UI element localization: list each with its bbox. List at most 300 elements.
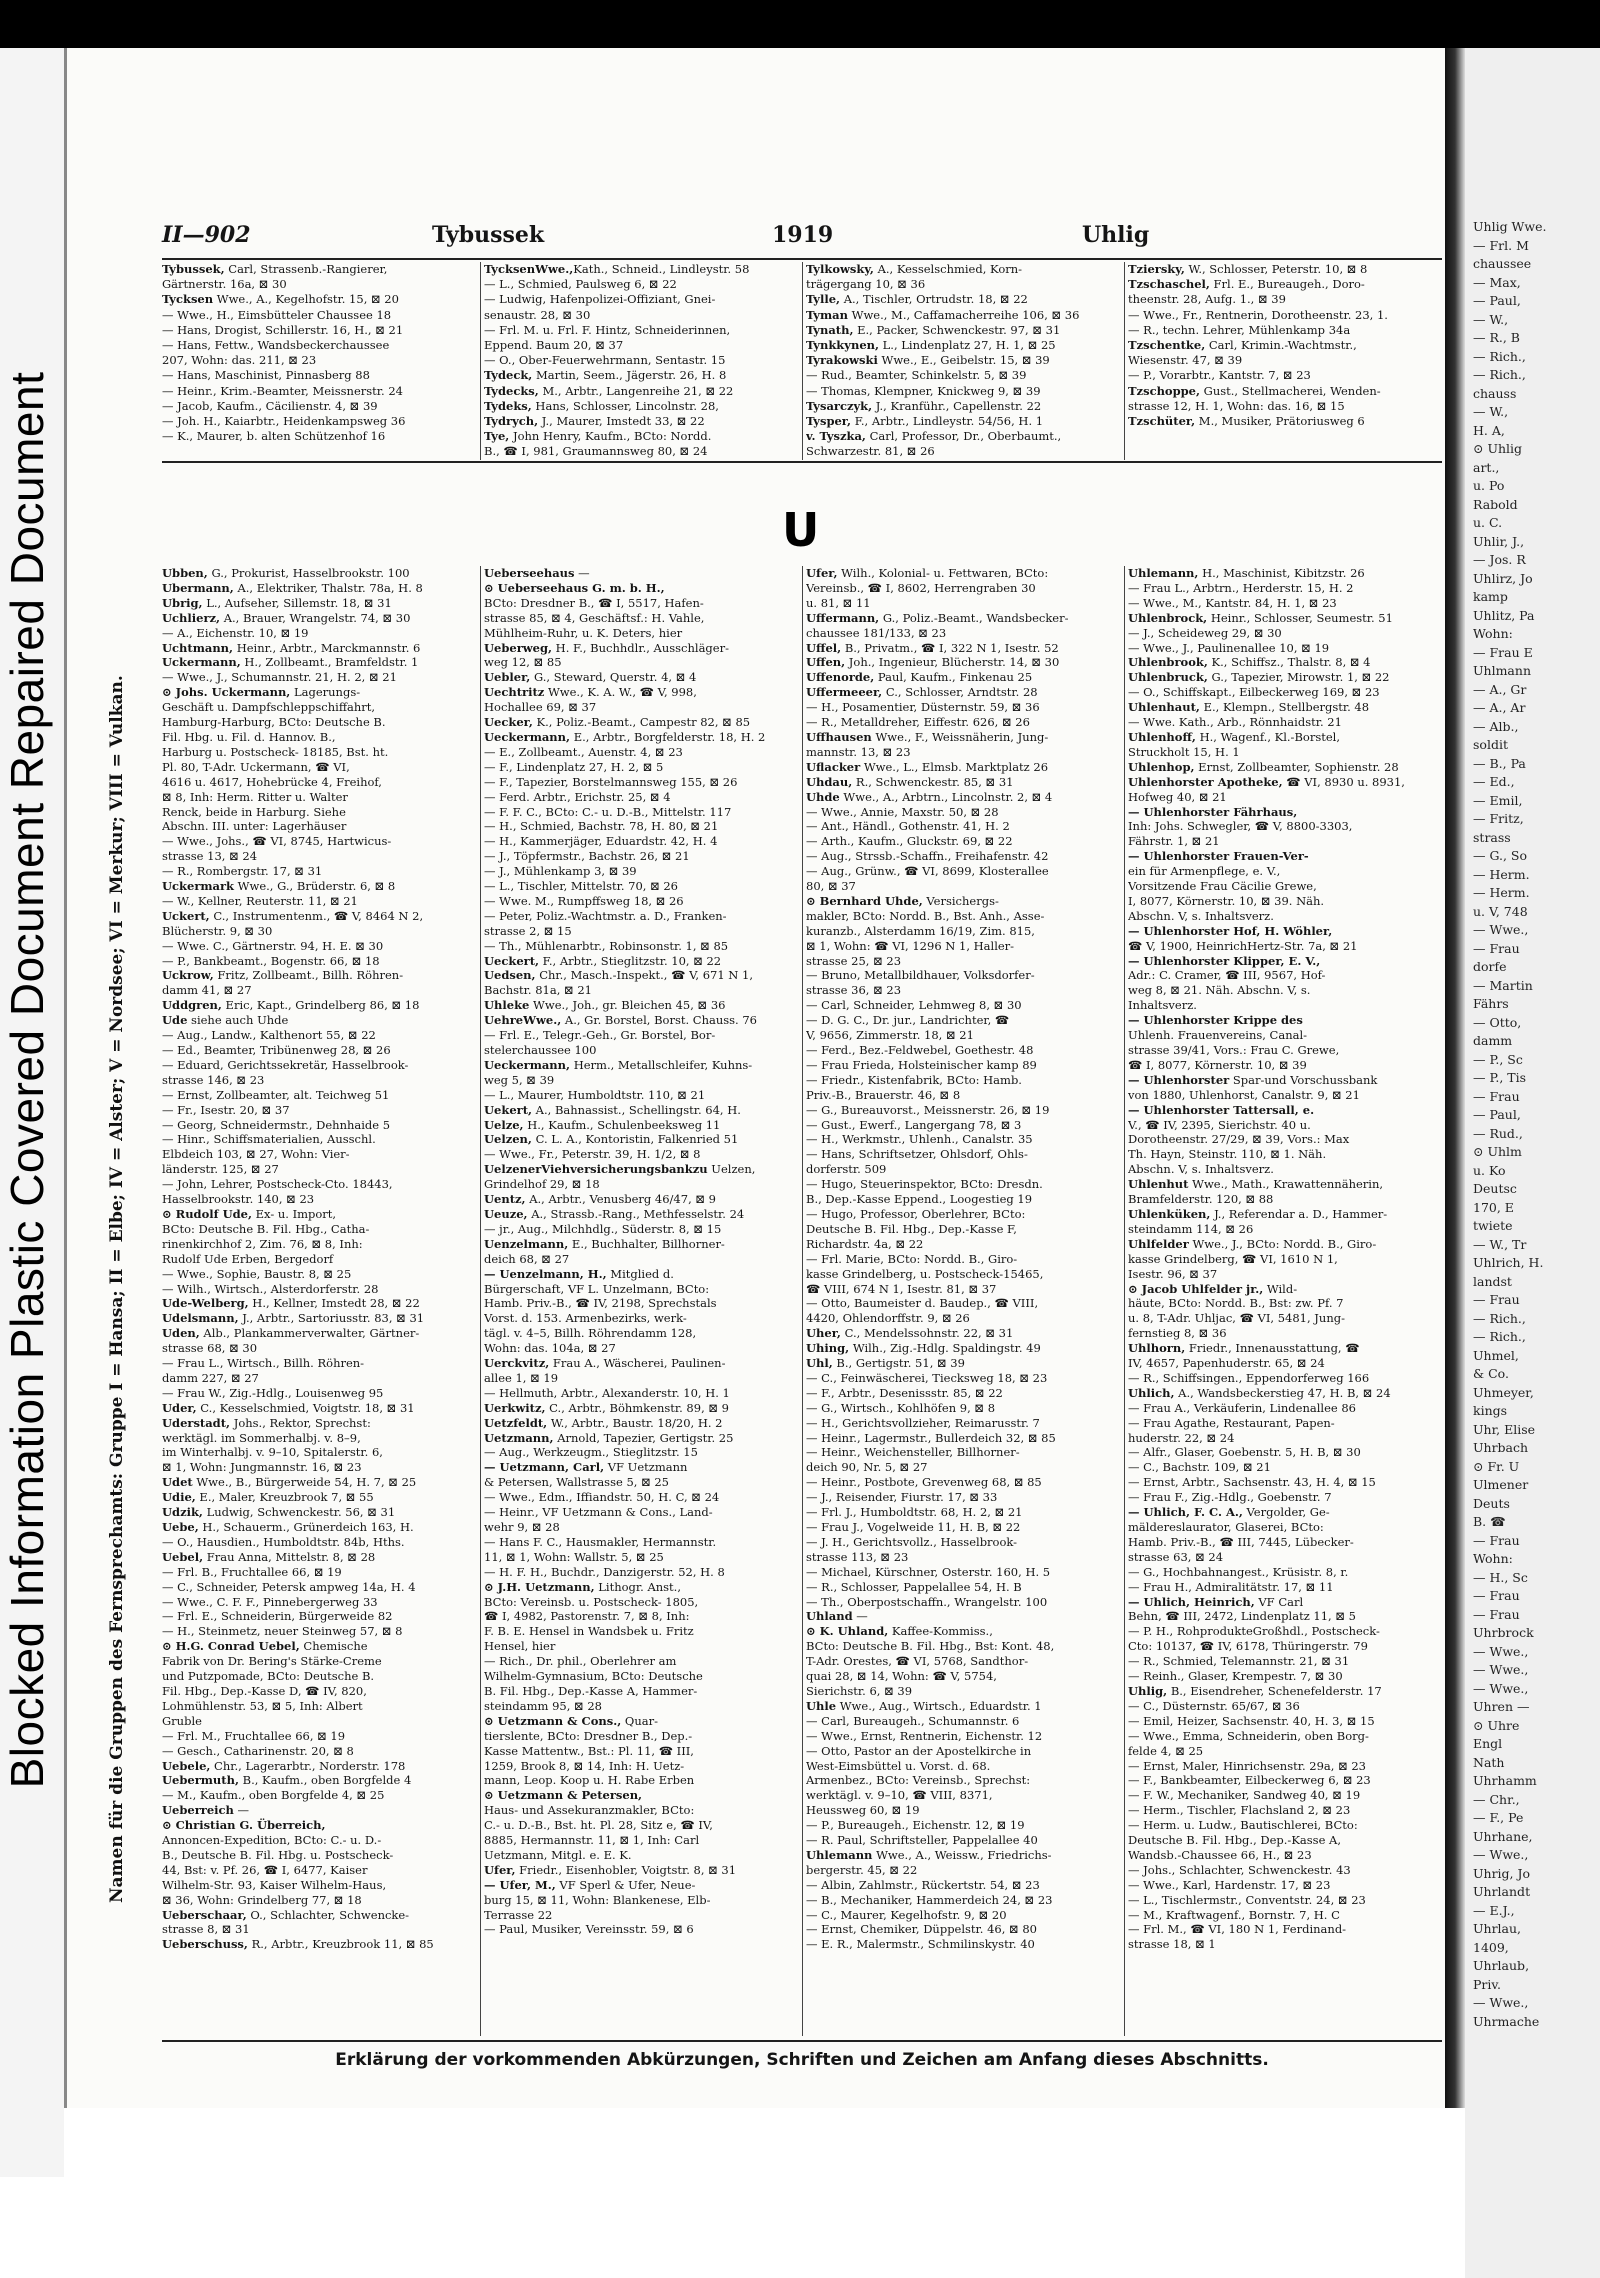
- directory-entry: [1128, 1580, 1444, 1595]
- directory-entry: [1128, 968, 1444, 983]
- directory-entry: [1128, 1773, 1444, 1788]
- directory-entry: [484, 399, 800, 414]
- entry-detail: Wwe., M., Caffamacherreihe 106, ⊠ 36: [847, 307, 1080, 322]
- left-keyword: Tybussek: [432, 222, 545, 248]
- entry-name: Tysarczyk,: [806, 398, 873, 413]
- directory-entry: [484, 983, 800, 998]
- directory-entry: [484, 414, 800, 429]
- directory-entry: [806, 1296, 1122, 1311]
- directory-entry: [1128, 414, 1444, 429]
- entry-detail: — Paul, Musiker, Vereinsstr. 59, ⊠ 6: [484, 1922, 694, 1937]
- next-page-fragment: soldit: [1473, 737, 1508, 752]
- directory-entry: [1128, 1043, 1444, 1058]
- directory-entry: [806, 1475, 1122, 1490]
- entry-detail: strasse 13, ⊠ 24: [162, 849, 258, 864]
- entry-detail: Wwe., A., Arbtrn., Lincolnstr. 2, ⊠ 4: [839, 789, 1053, 804]
- entry-detail: 1259, Brook 8, ⊠ 14, Inh: H. Uetz-: [484, 1758, 685, 1773]
- entry-detail: strasse 8, ⊠ 31: [162, 1922, 250, 1937]
- directory-entry: [1128, 626, 1444, 641]
- entry-detail: — Wwe., Johs., ☎ VI, 8745, Hartwicus-: [162, 834, 392, 849]
- directory-entry: [1128, 1624, 1444, 1639]
- directory-entry: [484, 745, 800, 760]
- entry-detail: A., Wandsbeckerstieg 47, H. B, ⊠ 24: [1174, 1385, 1391, 1400]
- entry-detail: Eric, Kapt., Grindelberg 86, ⊠ 18: [221, 998, 420, 1013]
- entry-detail: Ernst, Zollbeamter, Sophienstr. 28: [1194, 759, 1399, 774]
- directory-entry: [1128, 1908, 1444, 1923]
- entry-detail: — G., Wirtsch., Kohlhöfen 9, ⊠ 8: [806, 1400, 996, 1415]
- entry-detail: E., Arbtr., Borgfelderstr. 18, H. 2: [570, 729, 766, 744]
- entry-detail: — Wwe., J., Paulinenallee 10, ⊠ 19: [1128, 640, 1330, 655]
- directory-entry: [1128, 581, 1444, 596]
- entry-detail: —: [574, 566, 590, 580]
- entry-name: ⊙ Ueberseehaus G. m. b. H.,: [484, 580, 665, 595]
- entry-name: — Uhlich, Heinrich,: [1128, 1594, 1255, 1609]
- entry-detail: VF Uetzmann: [604, 1460, 688, 1475]
- directory-entry: [162, 805, 478, 820]
- directory-entry: [1128, 1639, 1444, 1654]
- directory-entry: [806, 730, 1122, 745]
- entry-detail: 207, Wohn: das. 211, ⊠ 23: [162, 353, 317, 368]
- directory-entry: [484, 1580, 800, 1595]
- directory-entry: [484, 1848, 800, 1863]
- entry-detail: — A., Eichenstr. 10, ⊠ 19: [162, 625, 309, 640]
- directory-entry: [162, 1848, 478, 1863]
- entry-detail: Annoncen-Expedition, BCto: C.- u. D.-: [162, 1833, 382, 1848]
- directory-entry: [1128, 1818, 1444, 1833]
- entry-detail: 4616 u. 4617, Hohebrücke 4, Freihof,: [162, 774, 382, 789]
- entry-detail: B., Gertigstr. 51, ⊠ 39: [832, 1356, 965, 1371]
- entry-name: ⊙ Johs. Uckermann,: [162, 685, 291, 700]
- entry-detail: kasse Grindelberg, ☎ VI, 1610 N 1,: [1128, 1251, 1338, 1266]
- directory-entry: [162, 1833, 478, 1848]
- entry-detail: Bachstr. 81a, ⊠ 21: [484, 983, 592, 998]
- directory-entry: [162, 399, 478, 414]
- directory-entry: [1128, 1460, 1444, 1475]
- entry-detail: — Ferd., Bez.-Feldwebel, Goethestr. 48: [806, 1043, 1034, 1057]
- entry-detail: siehe auch Uhde: [187, 1013, 289, 1028]
- entry-name: Uhlenhaut,: [1128, 700, 1200, 715]
- directory-entry: [806, 909, 1122, 924]
- directory-entry: [162, 1684, 478, 1699]
- entry-detail: Mühlheim-Ruhr, u. K. Deters, hier: [484, 625, 683, 640]
- entry-detail: A., Bahnassist., Schellingstr. 64, H.: [532, 1102, 741, 1117]
- next-page-fragment: — Fritz,: [1473, 811, 1524, 826]
- entry-detail: — Herm., Tischler, Flachsland 2, ⊠ 23: [1128, 1803, 1351, 1818]
- directory-entry: [162, 655, 478, 670]
- next-page-fragment: — W., Tr: [1473, 1236, 1527, 1252]
- next-page-fragment: — Otto,: [1473, 1014, 1522, 1030]
- directory-entry: [484, 1818, 800, 1833]
- directory-entry: [1128, 641, 1444, 656]
- entry-name: Ueberschaar,: [162, 1907, 247, 1922]
- entry-detail: — O., Schiffskapt., Eilbeckerweg 169, ⊠ 23: [1128, 685, 1380, 700]
- entry-detail: — Frau A., Verkäuferin, Lindenallee 86: [1128, 1400, 1356, 1415]
- entry-detail: Hochallee 69, ⊠ 37: [484, 700, 597, 715]
- entry-detail: steindamm 114, ⊠ 26: [1128, 1221, 1254, 1236]
- column-rule: [1124, 566, 1125, 2036]
- next-page-fragment: Uhren —: [1473, 1699, 1530, 1714]
- directory-entry: [806, 1103, 1122, 1118]
- directory-entry: [1128, 1252, 1444, 1267]
- directory-entry: [1128, 805, 1444, 820]
- directory-entry: [1128, 730, 1444, 745]
- entry-detail: M., Arbtr., Langenreihe 21, ⊠ 22: [538, 383, 734, 398]
- directory-entry: [806, 1356, 1122, 1371]
- directory-entry: [1128, 1073, 1444, 1088]
- directory-entry: [1128, 1147, 1444, 1162]
- next-page-fragment: — Wwe.,: [1473, 1847, 1529, 1862]
- directory-entry: [1128, 1237, 1444, 1252]
- next-page-fragment: — Alb.,: [1473, 718, 1519, 734]
- entry-name: ⊙ Jacob Uhlfelder jr.,: [1128, 1281, 1264, 1296]
- directory-entry: [806, 596, 1122, 611]
- entry-detail: Carl, Strassenb.-Rangierer,: [224, 262, 388, 276]
- entry-detail: Grindelhof 29, ⊠ 18: [484, 1177, 600, 1192]
- next-page-fragment: 1409,: [1473, 1939, 1509, 1955]
- entry-detail: — Herm. u. Ludw., Bautischlerei, BCto:: [1128, 1818, 1358, 1833]
- entry-detail: — Heinr., Krim.-Beamter, Meissnerstr. 24: [162, 383, 403, 398]
- next-page-fragment: — Chr.,: [1473, 1791, 1520, 1807]
- entry-detail: Rudolf Ude Erben, Bergedorf: [162, 1251, 334, 1266]
- entry-name: Uhing,: [806, 1341, 850, 1356]
- entry-detail: Wild-: [1263, 1281, 1298, 1296]
- directory-entry: [484, 1609, 800, 1624]
- directory-entry: [806, 399, 1122, 414]
- directory-entry: [806, 444, 1122, 459]
- entry-detail: H., Kaufm., Schulenbeeksweg 11: [523, 1117, 721, 1132]
- directory-entry: [1128, 1311, 1444, 1326]
- entry-name: Uflacker: [806, 759, 861, 774]
- directory-entry: [1128, 1699, 1444, 1714]
- entry-detail: — L., Schmied, Paulsweg 6, ⊠ 22: [484, 277, 677, 292]
- entry-detail: E., Packer, Schwenckestr. 97, ⊠ 31: [853, 322, 1061, 337]
- directory-entry: [806, 849, 1122, 864]
- column-rule: [802, 262, 803, 460]
- entry-detail: weg 8, ⊠ 21. Näh. Abschn. V, s.: [1128, 983, 1311, 998]
- entry-detail: ☎ V, 1900, HeinrichHertz-Str. 7a, ⊠ 21: [1128, 938, 1358, 953]
- directory-entry: [162, 323, 478, 338]
- entry-detail: Wandsb.-Chaussee 66, H., ⊠ 23: [1128, 1847, 1312, 1862]
- entry-detail: — Th., Mühlenarbtr., Robinsonstr. 1, ⊠ 85: [484, 938, 729, 953]
- entry-detail: — G., Hochbahnangest., Krüsistr. 8, r.: [1128, 1564, 1349, 1579]
- directory-entry: [162, 1550, 478, 1565]
- entry-detail: Deutsche B. Fil. Hbg., Dep.-Kasse F,: [806, 1221, 1017, 1236]
- entry-detail: — Frl. B., Fruchtallee 66, ⊠ 19: [162, 1564, 342, 1579]
- directory-entry: [806, 790, 1122, 805]
- next-page-fragment: — W.,: [1473, 311, 1509, 327]
- entry-name: Uhlig,: [1128, 1683, 1168, 1698]
- entry-detail: Wwe., A., Kegelhofstr. 15, ⊠ 20: [213, 292, 399, 307]
- directory-entry: [162, 1609, 478, 1624]
- entry-detail: R., Schwenckestr. 85, ⊠ 31: [852, 774, 1014, 789]
- directory-entry: [806, 760, 1122, 775]
- entry-detail: ☎ VIII, 674 N 1, Isestr. 81, ⊠ 37: [806, 1281, 997, 1296]
- entry-detail: — Thomas, Klempner, Knickweg 9, ⊠ 39: [806, 383, 1041, 398]
- directory-entry: [162, 1714, 478, 1729]
- entry-detail: — Rich., Dr. phil., Oberlehrer am: [484, 1654, 677, 1669]
- directory-entry: [484, 1073, 800, 1088]
- entry-detail: — F., Arbtr., Desenissstr. 85, ⊠ 22: [806, 1385, 1003, 1400]
- entry-name: Uhl,: [806, 1356, 833, 1371]
- entry-detail: C., Arbtr., Böhmkenstr. 89, ⊠ 9: [545, 1400, 729, 1415]
- next-page-fragment: — Herm.: [1473, 885, 1530, 900]
- entry-name: Uhlenhut: [1128, 1177, 1189, 1192]
- directory-entry: [484, 1908, 800, 1923]
- directory-entry: [484, 1058, 800, 1073]
- entry-detail: — Emil, Heizer, Sachsenstr. 40, H. 3, ⊠ 15: [1128, 1713, 1375, 1728]
- directory-entry: [162, 775, 478, 790]
- directory-entry: [162, 1296, 478, 1311]
- entry-detail: Quar-: [621, 1713, 658, 1728]
- entry-name: — Uhlenhorster Hof, H. Wöhler,: [1128, 923, 1333, 938]
- directory-entry: [484, 1431, 800, 1446]
- entry-name: UelzenerViehversicherungsbankzu: [484, 1162, 708, 1177]
- entry-detail: C., Instrumentenm., ☎ V, 8464 N 2,: [209, 908, 424, 923]
- next-page-fragment: — Frau: [1473, 1088, 1520, 1104]
- next-page-fragment: — Wwe.,: [1473, 1680, 1529, 1696]
- entry-name: Tyrakowski: [806, 353, 878, 368]
- next-page-fragment: — Max,: [1473, 274, 1521, 290]
- entry-detail: — Frau H., Admiralitätstr. 17, ⊠ 11: [1128, 1579, 1334, 1594]
- entry-detail: C. L. A., Kontoristin, Falkenried 51: [531, 1132, 739, 1147]
- directory-entry: [162, 1580, 478, 1595]
- entry-detail: Cto: 10137, ☎ IV, 6178, Thüringerstr. 79: [1128, 1639, 1368, 1654]
- next-page-edge: [1465, 48, 1600, 2278]
- entry-detail: Abschn. III. unter: Lagerhäuser: [162, 819, 347, 834]
- entry-detail: — K., Maurer, b. alten Schützenhof 16: [162, 429, 386, 444]
- directory-entry: [162, 760, 478, 775]
- entry-detail: — jr., Aug., Milchhdlg., Süderstr. 8, ⊠ 15: [484, 1221, 722, 1236]
- directory-entry: [484, 308, 800, 323]
- entry-name: UehreWwe.,: [484, 1013, 562, 1028]
- directory-entry: [484, 1356, 800, 1371]
- entry-detail: — R., Rombergstr. 17, ⊠ 31: [162, 864, 323, 879]
- directory-entry: [484, 1744, 800, 1759]
- directory-entry: [162, 715, 478, 730]
- entry-detail: — P. H., RohprodukteGroßhdl., Postscheck-: [1128, 1624, 1380, 1639]
- directory-entry: [162, 1788, 478, 1803]
- directory-entry: [162, 894, 478, 909]
- entry-name: Tzschüter,: [1128, 414, 1196, 429]
- entry-detail: Adr.: C. Cramer, ☎ III, 9567, Hof-: [1128, 968, 1326, 983]
- entry-detail: Arnold, Tapezier, Gertigstr. 25: [553, 1430, 734, 1445]
- entry-detail: Kath., Schneid., Lindleystr. 58: [573, 262, 750, 276]
- entry-detail: — F. W., Mechaniker, Sandweg 40, ⊠ 19: [1128, 1788, 1361, 1803]
- entry-detail: Hans, Schlosser, Lincolnstr. 28,: [531, 398, 719, 413]
- entry-detail: Behn, ☎ III, 2472, Lindenplatz 11, ⊠ 5: [1128, 1609, 1356, 1624]
- directory-entry: [484, 277, 800, 292]
- entry-name: — Uenzelmann, H.,: [484, 1266, 607, 1281]
- directory-entry: [806, 1490, 1122, 1505]
- directory-entry: [162, 1088, 478, 1103]
- next-page-fragment: & Co.: [1473, 1366, 1509, 1381]
- next-page-fragment: chauss: [1473, 385, 1517, 401]
- directory-entry: [484, 1893, 800, 1908]
- directory-entry: [806, 1624, 1122, 1639]
- entry-detail: strasse 39/41, Vors.: Frau C. Grewe,: [1128, 1043, 1340, 1057]
- entry-detail: — Otto, Baumeister d. Baudep., ☎ VIII,: [806, 1296, 1039, 1311]
- directory-entry: [162, 909, 478, 924]
- entry-detail: C., Mendelssohnstr. 22, ⊠ 31: [840, 1326, 1014, 1341]
- entry-detail: L., Aufseher, Sillemstr. 18, ⊠ 31: [202, 595, 392, 610]
- directory-entry: [162, 1013, 478, 1028]
- entry-detail: — Wilh., Wirtsch., Alsterdorferstr. 28: [162, 1281, 379, 1296]
- entry-detail: — Gesch., Catharinenstr. 20, ⊠ 8: [162, 1743, 354, 1758]
- page-content: [107, 178, 1447, 2078]
- next-page-fragment: — Herm.: [1473, 866, 1530, 882]
- directory-entry: [806, 323, 1122, 338]
- entry-detail: — Hans, Fettw., Wandsbeckerchaussee: [162, 338, 390, 353]
- entry-name: Tynath,: [806, 322, 854, 337]
- entry-detail: — Aug., Landw., Kalthenort 55, ⊠ 22: [162, 1028, 376, 1043]
- directory-entry: [484, 1386, 800, 1401]
- entry-detail: BCto: Deutsche B. Fil. Hbg., Bst: Kont. 48,: [806, 1639, 1055, 1654]
- directory-entry: [484, 864, 800, 879]
- entry-detail: Hamb. Priv.-B., ☎ IV, 2198, Sprechstals: [484, 1296, 717, 1311]
- directory-entry: [484, 1103, 800, 1118]
- entry-name: Uhlenhop,: [1128, 759, 1195, 774]
- directory-entry: [484, 444, 800, 459]
- directory-entry: [1128, 745, 1444, 760]
- next-page-fragment: — Frau: [1473, 1532, 1520, 1548]
- entry-detail: Friedr., Innenausstattung, ☎: [1185, 1341, 1360, 1356]
- next-page-fragment: — Jos. R: [1473, 552, 1526, 567]
- entry-name: Uffhausen: [806, 729, 872, 744]
- directory-entry: [1128, 954, 1444, 969]
- entry-detail: ☎ I, 4982, Pastorenstr. 7, ⊠ 8, Inh:: [484, 1609, 690, 1624]
- directory-entry: [162, 611, 478, 626]
- next-page-fragment: — Frau: [1473, 1606, 1520, 1622]
- next-page-fragment: — P., Tis: [1473, 1070, 1527, 1085]
- entry-detail: trägergang 10, ⊠ 36: [806, 277, 926, 292]
- directory-entry: [484, 429, 800, 444]
- entry-detail: Elbdeich 103, ⊠ 27, Wohn: Vier-: [162, 1147, 350, 1162]
- entry-detail: — Ludwig, Hafenpolizei-Offiziant, Gnei-: [484, 292, 716, 307]
- directory-entry: [806, 1192, 1122, 1207]
- directory-entry: [806, 894, 1122, 909]
- entry-name: Tysper,: [806, 414, 852, 429]
- directory-entry: [1128, 1445, 1444, 1460]
- entry-detail: u. 8, T-Adr. Uhljac, ☎ VI, 5481, Jung-: [1128, 1311, 1345, 1326]
- directory-entry: [806, 1669, 1122, 1684]
- directory-entry: [484, 1878, 800, 1893]
- directory-entry: [806, 1550, 1122, 1565]
- directory-entry: [484, 1252, 800, 1267]
- directory-entry: [484, 1177, 800, 1192]
- entry-detail: Wwe., A., Weissw., Friedrichs-: [872, 1847, 1052, 1862]
- entry-detail: — J., Mühlenkamp 3, ⊠ 39: [484, 864, 637, 879]
- entry-name: Ude-Welberg,: [162, 1296, 249, 1311]
- entry-detail: Mitglied d.: [606, 1266, 674, 1281]
- directory-entry: [1128, 611, 1444, 626]
- directory-entry: [484, 1013, 800, 1028]
- directory-entry: [1128, 1922, 1444, 1937]
- directory-entry: [162, 1624, 478, 1639]
- entry-detail: John Henry, Kaufm., BCto: Nordd.: [509, 429, 712, 444]
- directory-entry: [806, 983, 1122, 998]
- entry-detail: Bramfelderstr. 120, ⊠ 88: [1128, 1192, 1274, 1207]
- directory-entry: [484, 1296, 800, 1311]
- entry-detail: ⊠ 36, Wohn: Grindelberg 77, ⊠ 18: [162, 1892, 362, 1907]
- next-page-fragment: Uhlrich, H.: [1473, 1255, 1544, 1270]
- entry-name: Tybussek,: [162, 262, 225, 276]
- entry-name: Uebler,: [484, 670, 531, 685]
- entry-name: Uhlenbruck,: [1128, 670, 1208, 685]
- entry-detail: Herm., Metallschleifer, Kuhns-: [570, 1057, 753, 1072]
- entry-name: Tynkkynen,: [806, 338, 879, 353]
- directory-entry: [162, 1401, 478, 1416]
- directory-entry: [806, 1803, 1122, 1818]
- entry-detail: — Frau W., Zig.-Hdlg., Louisenweg 95: [162, 1385, 384, 1400]
- directory-entry: [1128, 1788, 1444, 1803]
- directory-entry: [484, 626, 800, 641]
- entry-detail: ☎ I, 8077, Körnerstr. 10, ⊠ 39: [1128, 1057, 1307, 1072]
- directory-entry: [162, 1207, 478, 1222]
- entry-detail: Uelzen,: [707, 1162, 756, 1177]
- main-cols-column-3: [806, 566, 1122, 2036]
- directory-entry: [806, 924, 1122, 939]
- directory-entry: [484, 1505, 800, 1520]
- entry-detail: — Wwe., Edm., Iffiandstr. 50, H. C, ⊠ 24: [484, 1490, 720, 1505]
- directory-entry: [484, 715, 800, 730]
- entry-detail: — H., Gerichtsvollzieher, Reimarusstr. 7: [806, 1415, 1040, 1430]
- directory-entry: [162, 819, 478, 834]
- entry-detail: H. F., Buchhdlr., Ausschläger-: [552, 640, 729, 655]
- directory-entry: [1128, 760, 1444, 775]
- entry-detail: — C., Feinwäscherei, Tiecksweg 18, ⊠ 23: [806, 1370, 1048, 1385]
- directory-entry: [484, 1207, 800, 1222]
- directory-entry: [1128, 685, 1444, 700]
- page-header: [162, 218, 1442, 260]
- entry-detail: — Jacob, Kaufm., Cäcilienstr. 4, ⊠ 39: [162, 398, 378, 413]
- entry-detail: F., Arbtr., Lindleystr. 54/56, H. 1: [851, 414, 1044, 429]
- directory-entry: [484, 1624, 800, 1639]
- next-page-fragment: twiete: [1473, 1218, 1513, 1233]
- entry-detail: H., Schauerm., Grünerdeich 163, H.: [198, 1520, 414, 1534]
- directory-entry: [1128, 924, 1444, 939]
- directory-entry: [1128, 308, 1444, 323]
- next-page-fragment: Uhrlandt: [1473, 1884, 1531, 1899]
- next-page-fragment: — A., Gr: [1473, 681, 1527, 697]
- entry-detail: — Michael, Kürschner, Osterstr. 160, H. 5: [806, 1564, 1051, 1579]
- directory-entry: [806, 308, 1122, 323]
- entry-detail: strasse 2, ⊠ 15: [484, 923, 572, 938]
- entry-detail: — P., Vorarbtr., Kantstr. 7, ⊠ 23: [1128, 368, 1311, 383]
- entry-detail: — Frl. M. u. Frl. F. Hintz, Schneiderinnen,: [484, 322, 731, 337]
- entry-detail: strasse 25, ⊠ 23: [806, 953, 902, 968]
- main-cols-column-4: [1128, 566, 1444, 2036]
- entry-detail: von 1880, Uhlenhorst, Canalstr. 9, ⊠ 21: [1128, 1087, 1360, 1102]
- directory-entry: [162, 1237, 478, 1252]
- next-page-fragment: Uhr, Elise: [1473, 1421, 1536, 1437]
- entry-name: Ueckermann,: [484, 1057, 571, 1072]
- directory-entry: [162, 1043, 478, 1058]
- entry-detail: — Frau L., Wirtsch., Billh. Röhren-: [162, 1356, 365, 1371]
- next-page-fragment: — Frau: [1473, 1292, 1520, 1307]
- entry-detail: Gust., Stellmacherei, Wenden-: [1200, 383, 1381, 398]
- entry-name: Uelzen,: [484, 1132, 532, 1147]
- entry-detail: Frl. E., Bureaugeh., Doro-: [1209, 277, 1365, 292]
- entry-detail: — Wwe., C. F. F., Pinnebergerweg 33: [162, 1594, 378, 1609]
- directory-entry: [162, 1371, 478, 1386]
- section-letter: U: [782, 503, 820, 557]
- directory-entry: [162, 429, 478, 444]
- entry-detail: werktägl. v. 9–10, ☎ VIII, 8371,: [806, 1788, 993, 1803]
- entry-detail: W., Arbtr., Baustr. 18/20, H. 2: [547, 1415, 723, 1430]
- entry-detail: Harburg u. Postscheck- 18185, Bst. ht.: [162, 744, 389, 759]
- directory-entry: [1128, 1132, 1444, 1147]
- directory-entry: [162, 581, 478, 596]
